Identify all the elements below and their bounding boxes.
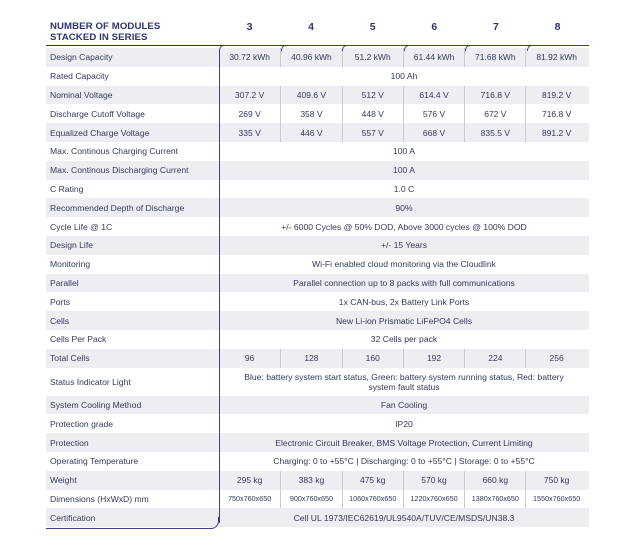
design-capacity-tab xyxy=(281,45,342,51)
frame-vertical-line xyxy=(219,50,220,523)
table-row xyxy=(46,236,589,255)
row-value-span: +/- 15 Years xyxy=(380,240,428,251)
row-label: Cycle Life @ 1C xyxy=(50,221,113,232)
row-values xyxy=(219,311,589,330)
row-value-cell: 1380x760x650 xyxy=(464,490,525,509)
row-value-span: Electronic Circuit Breaker, BMS Voltage Protection, Current Limiting xyxy=(275,437,533,448)
row-value-cell: 716.8 V xyxy=(525,104,586,123)
row-values xyxy=(219,86,589,105)
table-row xyxy=(46,161,589,180)
design-capacity-tab xyxy=(342,45,403,51)
row-label: Total Cells xyxy=(50,353,90,364)
row-values xyxy=(219,255,589,274)
header-column-3: 6 xyxy=(431,21,438,33)
design-capacity-tab xyxy=(465,45,526,51)
row-values xyxy=(219,396,589,415)
row-values xyxy=(219,67,589,86)
row-value-cell: 256 xyxy=(525,349,586,368)
row-label: Parallel xyxy=(50,277,79,288)
row-label: Cells xyxy=(50,315,70,326)
row-label: Design Life xyxy=(50,240,93,251)
table-row xyxy=(46,330,589,349)
row-value-cell: 576 V xyxy=(403,104,464,123)
row-value-cell: 81.92 kWh xyxy=(525,48,586,67)
row-values xyxy=(219,217,589,236)
row-label: Nominal Voltage xyxy=(50,89,113,100)
table-row xyxy=(46,292,589,311)
table-row xyxy=(46,508,589,527)
row-value-cell: 269 V xyxy=(238,108,261,119)
row-value-cell: 570 kg xyxy=(403,471,464,490)
table-row xyxy=(46,255,589,274)
header-column-1: 4 xyxy=(308,21,315,33)
row-value-cell: 1060x760x650 xyxy=(342,490,403,509)
row-value-cell: 71.68 kWh xyxy=(464,48,525,67)
row-value-span: New Li-ion Prismatic LiFePO4 Cells xyxy=(335,315,473,326)
row-values xyxy=(219,198,589,217)
row-label: Protection xyxy=(50,437,89,448)
row-label: Protection grade xyxy=(50,418,114,429)
table-row xyxy=(46,104,589,123)
row-label: C Rating xyxy=(50,183,84,194)
row-value-span: Cell UL 1973/IEC62619/UL9540A/TUV/CE/MSDS/UN38.3 xyxy=(293,512,515,523)
row-value-cell: 160 xyxy=(342,349,403,368)
row-values xyxy=(219,161,589,180)
row-values xyxy=(219,180,589,199)
table-row xyxy=(46,396,589,415)
table-row xyxy=(46,198,589,217)
row-value-cell: 668 V xyxy=(403,123,464,142)
row-value-cell: 475 kg xyxy=(342,471,403,490)
row-value-span: 1.0 C xyxy=(393,183,415,194)
row-label: Recommended Depth of Discharge xyxy=(50,202,185,213)
frame-bottom-line xyxy=(46,528,213,529)
row-value-cell: 128 xyxy=(280,349,341,368)
header-column-4: 7 xyxy=(492,21,499,33)
row-label: Rated Capacity xyxy=(50,71,109,82)
row-values xyxy=(219,433,589,452)
header-column-5: 8 xyxy=(554,21,561,33)
row-value-span: Fan Cooling xyxy=(380,399,428,410)
row-value-cell: 224 xyxy=(464,349,525,368)
row-value-span: IP20 xyxy=(395,418,413,429)
table-row xyxy=(46,433,589,452)
row-values xyxy=(219,349,589,368)
table-row xyxy=(46,142,589,161)
table-row xyxy=(46,123,589,142)
table-row xyxy=(46,274,589,293)
row-value-cell: 383 kg xyxy=(280,471,341,490)
design-capacity-tab xyxy=(527,45,588,51)
table-row xyxy=(46,349,589,368)
row-values xyxy=(219,236,589,255)
row-label: Max. Continous Charging Current xyxy=(50,146,179,157)
row-value-span: 32 Cells per pack xyxy=(370,334,438,345)
row-value-span: 90% xyxy=(395,202,413,213)
table-row xyxy=(46,86,589,105)
row-value-cell: 660 kg xyxy=(464,471,525,490)
row-value-cell: 295 kg xyxy=(236,475,263,486)
header-title-line1: NUMBER OF MODULES xyxy=(50,21,161,32)
row-value-cell: 1220x760x650 xyxy=(403,490,464,509)
row-label: Operating Temperature xyxy=(50,456,139,467)
table-row xyxy=(46,368,589,396)
table-row xyxy=(46,471,589,490)
row-value-cell: 51.2 kWh xyxy=(342,48,403,67)
row-value-cell: 672 V xyxy=(464,104,525,123)
row-values xyxy=(219,123,589,142)
design-capacity-tab xyxy=(404,45,465,51)
table-row xyxy=(46,180,589,199)
row-values xyxy=(219,330,589,349)
row-value-span: Blue: battery system start status, Green: battery system running status, Red: battery system fault status xyxy=(244,371,564,392)
row-value-span: Parallel connection up to 8 packs with full communications xyxy=(293,277,515,288)
row-value-cell: 96 xyxy=(244,353,255,364)
row-value-cell: 358 V xyxy=(280,104,341,123)
row-value-cell: 192 xyxy=(403,349,464,368)
row-value-span: Charging: 0 to +55°C | Discharging: 0 to +55°C | Storage: 0 to +55°C xyxy=(273,456,535,467)
row-value-cell: 835.5 V xyxy=(464,123,525,142)
row-value-cell: 409.6 V xyxy=(280,86,341,105)
row-values xyxy=(219,508,589,527)
row-values xyxy=(219,292,589,311)
row-values xyxy=(219,471,589,490)
header-title-line2: STACKED IN SERIES xyxy=(50,32,148,43)
row-value-cell: 891.2 V xyxy=(525,123,586,142)
row-label: Status Indicator Light xyxy=(50,376,131,387)
row-label: System Cooling Method xyxy=(50,399,142,410)
row-label: Design Capacity xyxy=(50,52,113,63)
header-column-0: 3 xyxy=(246,21,253,33)
row-value-cell: 30.72 kWh xyxy=(229,52,270,63)
table-header xyxy=(46,18,589,46)
row-value-cell: 750 kg xyxy=(525,471,586,490)
row-label: Max. Continous Discharging Current xyxy=(50,165,189,176)
row-values xyxy=(219,490,589,509)
row-value-cell: 557 V xyxy=(342,123,403,142)
row-values xyxy=(219,274,589,293)
spec-table xyxy=(46,18,589,523)
table-row xyxy=(46,311,589,330)
row-value-cell: 335 V xyxy=(238,127,261,138)
row-value-span: 1x CAN-bus, 2x Battery Link Ports xyxy=(338,296,470,307)
design-capacity-tab xyxy=(219,45,280,51)
header-column-2: 5 xyxy=(369,21,376,33)
row-value-cell: 40.96 kWh xyxy=(280,48,341,67)
row-values xyxy=(219,142,589,161)
row-label: Ports xyxy=(50,296,71,307)
row-value-span: 100 Ah xyxy=(390,71,418,82)
row-value-span: Wi-Fi enabled cloud monitoring via the Cloudlink xyxy=(312,259,496,270)
row-label: Equalized Charge Voltage xyxy=(50,127,150,138)
row-value-cell: 448 V xyxy=(342,104,403,123)
row-value-span: +/- 6000 Cycles @ 50% DOD, Above 3000 cycles @ 100% DOD xyxy=(281,221,527,232)
row-value-span: 100 A xyxy=(393,165,415,176)
table-row xyxy=(46,67,589,86)
row-value-cell: 512 V xyxy=(342,86,403,105)
row-values xyxy=(219,368,589,396)
row-label: Certification xyxy=(50,512,96,523)
row-label: Cells Per Pack xyxy=(50,334,107,345)
row-value-span: 100 A xyxy=(393,146,415,157)
row-value-cell: 61.44 kWh xyxy=(403,48,464,67)
row-values xyxy=(219,104,589,123)
row-value-cell: 1550x760x650 xyxy=(525,490,586,509)
row-value-cell: 614.4 V xyxy=(403,86,464,105)
row-value-cell: 900x760x650 xyxy=(280,490,341,509)
table-row xyxy=(46,452,589,471)
row-label: Weight xyxy=(50,475,77,486)
table-row xyxy=(46,490,589,509)
row-label: Discharge Cutoff Voltage xyxy=(50,108,145,119)
row-values xyxy=(219,414,589,433)
row-values xyxy=(219,452,589,471)
table-row xyxy=(46,217,589,236)
row-label: Monitoring xyxy=(50,259,91,270)
row-value-cell: 750x760x650 xyxy=(228,494,272,504)
row-value-cell: 307.2 V xyxy=(234,89,265,100)
row-value-cell: 716.8 V xyxy=(464,86,525,105)
row-label: Dimensions (HxWxD) mm xyxy=(50,493,149,504)
header-title xyxy=(50,21,160,43)
row-value-cell: 446 V xyxy=(280,123,341,142)
row-value-cell: 819.2 V xyxy=(525,86,586,105)
table-row xyxy=(46,414,589,433)
